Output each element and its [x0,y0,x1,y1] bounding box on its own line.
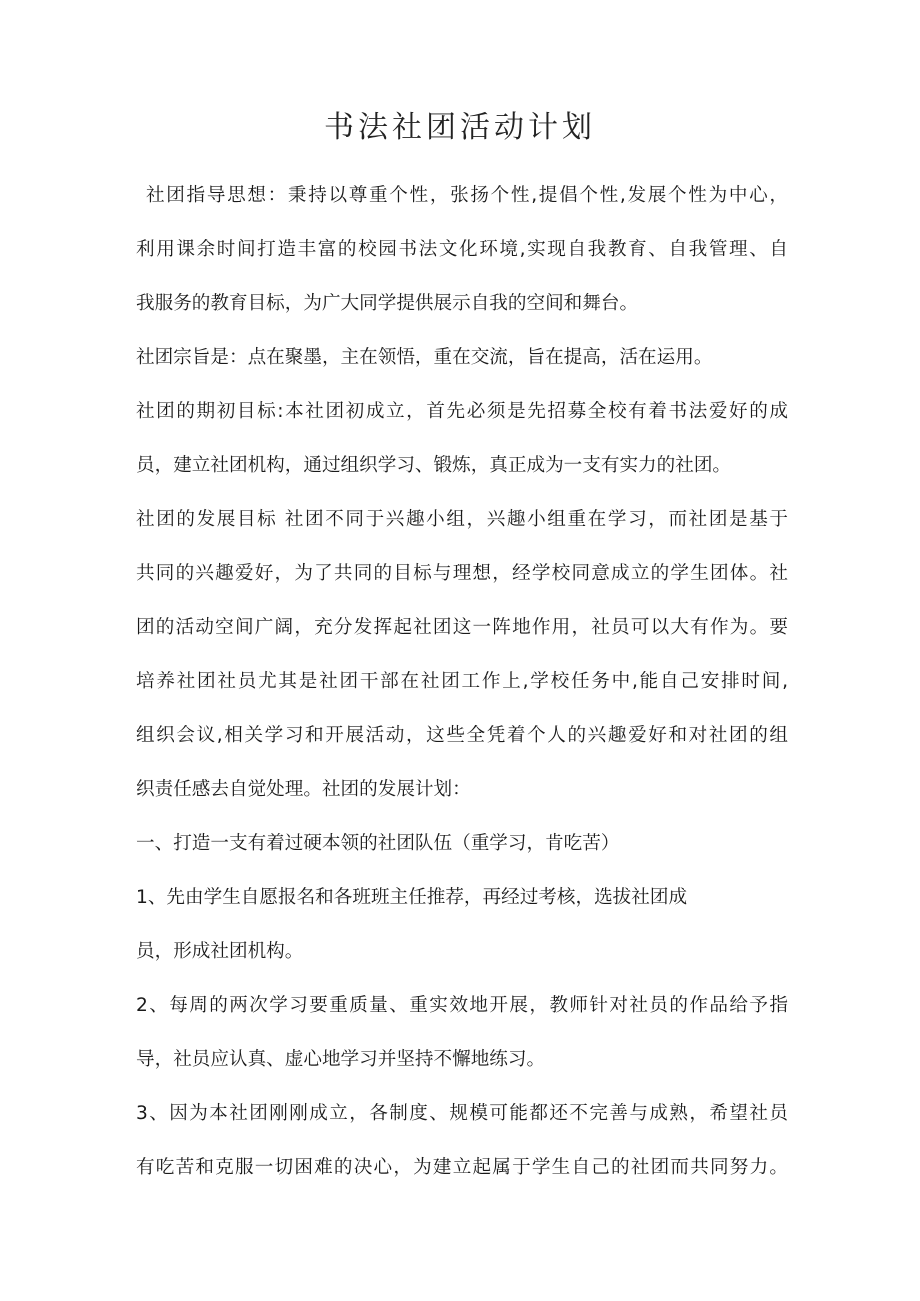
paragraph-line: 织责任感去自觉处理。社团的发展计划： [136,779,471,800]
list-item-continuation: 有吃苦和克服一切困难的决心，为建立起属于学生自己的社团而共同努力。 [136,1157,788,1178]
paragraph-line: 员，建立社团机构，通过组织学习、锻炼，真正成为一支有实力的社团。 [136,455,732,476]
paragraph-line: 我服务的教育目标，为广大同学提供展示自我的空间和舞台。 [136,293,639,314]
paragraph-line: 社团的发展目标 社团不同于兴趣小组，兴趣小组重在学习，而社团是基于 [136,509,788,530]
paragraph-line: 共同的兴趣爱好，为了共同的目标与理想，经学校同意成立的学生团体。社 [136,563,788,584]
paragraph-line: 社团的期初目标:本社团初成立，首先必须是先招募全校有着书法爱好的成 [136,401,788,422]
section-heading: 一、打造一支有着过硬本领的社团队伍（重学习，肯吃苦） [136,833,620,854]
paragraph-line: 社团指导思想：秉持以尊重个性，张扬个性,提倡个性,发展个性为中心， [146,185,788,206]
paragraph-line: 团的活动空间广阔，充分发挥起社团这一阵地作用，社员可以大有作为。要 [136,617,788,638]
paragraph-line: 组织会议,相关学习和开展活动，这些全凭着个人的兴趣爱好和对社团的组 [136,725,788,746]
document-title: 书法社团活动计划 [324,110,596,145]
list-item-continuation: 员，形成社团机构。 [136,941,304,962]
list-item: 1、先由学生自愿报名和各班班主任推荐，再经过考核，选拔社团成 [136,887,688,908]
paragraph-line: 利用课余时间打造丰富的校园书法文化环境,实现自我教育、自我管理、自 [136,239,788,260]
list-item: 3、因为本社团刚刚成立，各制度、规模可能都还不完善与成熟，希望社员 [136,1103,788,1124]
paragraph-line: 培养社团社员尤其是社团干部在社团工作上,学校任务中,能自己安排时间, [136,671,788,692]
list-item: 2、每周的两次学习要重质量、重实效地开展，教师针对社员的作品给予指 [136,995,788,1016]
paragraph-line: 社团宗旨是：点在聚墨，主在领悟，重在交流，旨在提高，活在运用。 [136,347,713,368]
list-item-continuation: 导，社员应认真、虚心地学习并坚持不懈地练习。 [136,1049,546,1070]
